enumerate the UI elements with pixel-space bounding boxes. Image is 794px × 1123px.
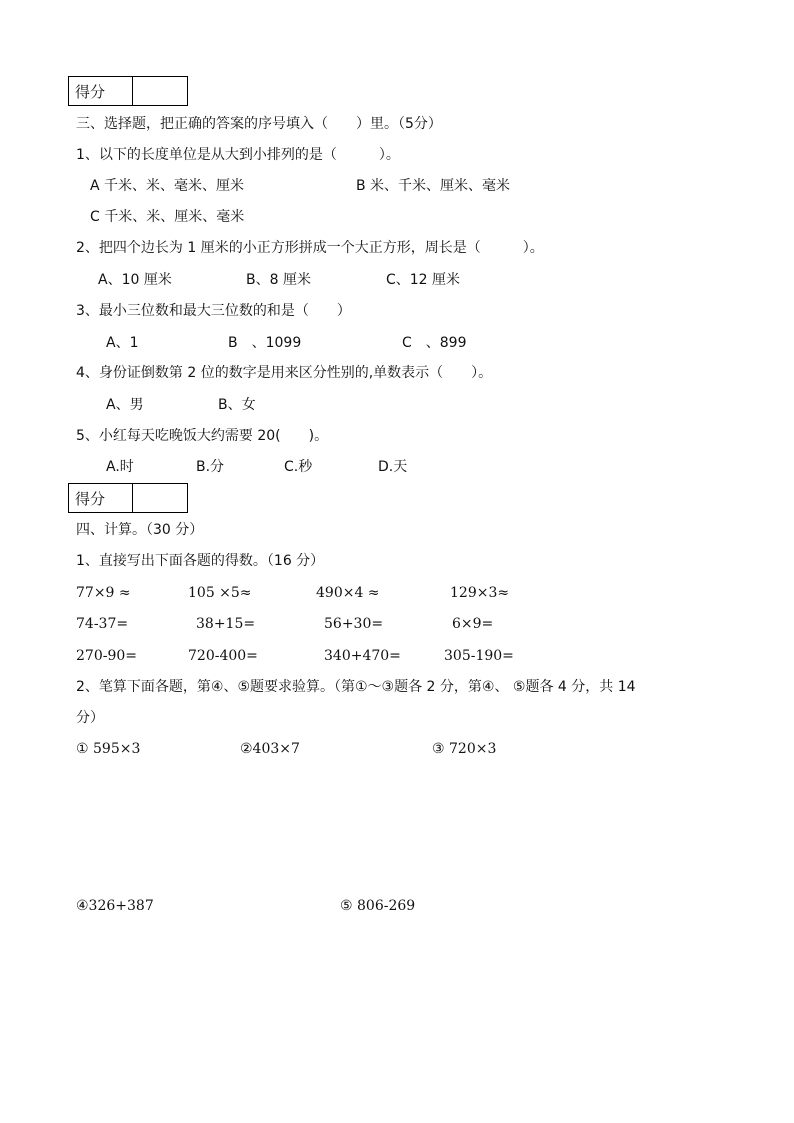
q1-option-a: A 千米、米、毫米、厘米	[90, 178, 245, 194]
q1-text: 1、以下的长度单位是从大到小排列的是（ ）。	[76, 147, 400, 163]
part2-text: 2、笔算下面各题，第④、⑤题要求验算。（第①～③题各 2 分，第④、 ⑤题各 4 分，共 14	[76, 679, 636, 695]
section4-heading: 四、计算。（30 分）	[76, 522, 204, 538]
written-calc-item-5: ⑤ 806-269	[340, 898, 416, 914]
written-calc-item-2: ②403×7	[240, 741, 300, 757]
written-calc-item-4: ④326+387	[76, 898, 154, 914]
score-box	[68, 483, 188, 513]
q2-option-b: B、8 厘米	[246, 272, 311, 288]
written-calc-item-1: ① 595×3	[76, 741, 141, 757]
calc-item: 340+470=	[324, 648, 401, 664]
q4-text: 4、身份证倒数第 2 位的数字是用来区分性别的,单数表示（ ）。	[76, 365, 493, 381]
score-value-cell[interactable]	[133, 484, 187, 512]
part1-text: 1、直接写出下面各题的得数。（16 分）	[76, 553, 325, 569]
q2-option-c: C、12 厘米	[386, 272, 461, 288]
score-label: 得分	[69, 77, 133, 105]
written-calc-item-3: ③ 720×3	[432, 741, 497, 757]
section3-heading: 三、选择题，把正确的答案的序号填入（ ）里。（5分）	[76, 116, 442, 132]
calc-item: 720-400=	[188, 648, 258, 664]
q2-option-a: A、10 厘米	[98, 272, 172, 288]
q3-option-a: A、1	[106, 335, 139, 351]
calc-item: 305-190=	[444, 648, 514, 664]
q5-option-d: D.天	[378, 459, 408, 475]
q2-text: 2、把四个边长为 1 厘米的小正方形拼成一个大正方形，周长是（ ）。	[76, 240, 544, 256]
q5-option-c: C.秒	[284, 459, 313, 475]
calc-item: 77×9 ≈	[76, 585, 131, 601]
q5-option-b: B.分	[196, 459, 225, 475]
calc-item: 129×3≈	[450, 585, 510, 601]
score-box	[68, 76, 188, 106]
calc-item: 74-37=	[76, 616, 129, 632]
q3-option-c: C 、899	[402, 335, 467, 351]
q1-option-b: B 米、千米、厘米、毫米	[356, 178, 511, 194]
calc-item: 490×4 ≈	[316, 585, 380, 601]
q5-text: 5、小红每天吃晚饭大约需要 20( )。	[76, 428, 329, 444]
q4-option-a: A、男	[106, 397, 144, 413]
q3-text: 3、最小三位数和最大三位数的和是（ ）	[76, 303, 351, 319]
q3-option-b: B 、1099	[228, 335, 302, 351]
score-value-cell[interactable]	[133, 77, 187, 105]
q1-option-c: C 千米、米、厘米、毫米	[90, 209, 245, 225]
calc-item: 56+30=	[324, 616, 384, 632]
calc-item: 270-90=	[76, 648, 137, 664]
q4-option-b: B、女	[218, 397, 256, 413]
q5-option-a: A.时	[106, 459, 134, 475]
part2-text-continued: 分）	[76, 710, 104, 726]
calc-item: 38+15=	[196, 616, 256, 632]
calc-item: 105 ×5≈	[188, 585, 252, 601]
calc-item: 6×9=	[452, 616, 494, 632]
score-label: 得分	[69, 484, 133, 512]
